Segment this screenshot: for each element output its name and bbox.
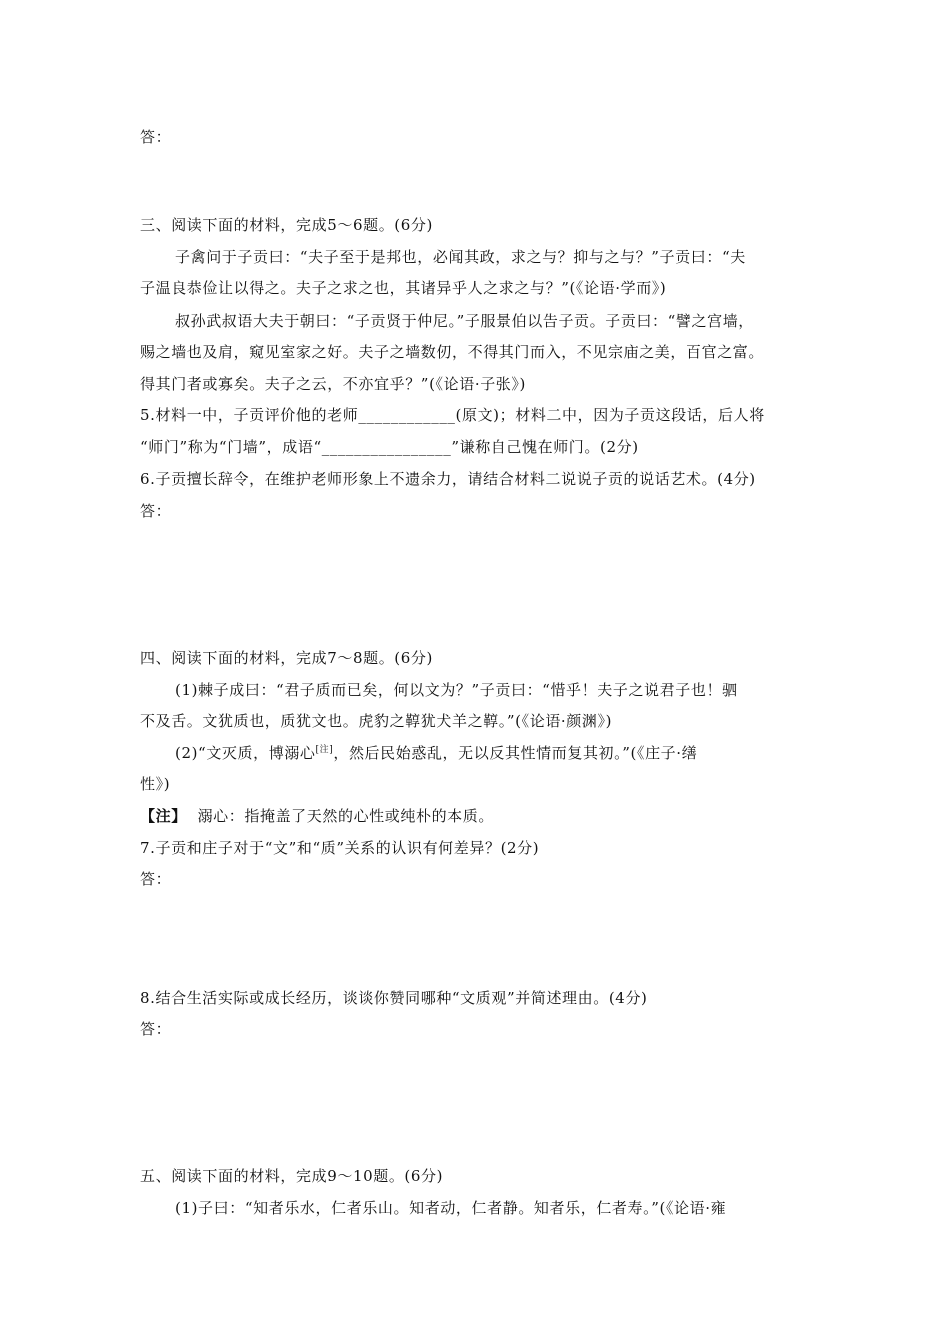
section-4-heading: 四、阅读下面的材料，完成7～8题。(6分) xyxy=(140,649,433,667)
material-1-line-1: 子禽问于子贡曰：“夫子至于是邦也，必闻其政，求之与？抑与之与？”子贡曰：“夫 xyxy=(175,248,746,266)
question-7: 7.子贡和庄子对于“文”和“质”关系的认识有何差异？(2分) xyxy=(140,839,540,857)
footnote-marker: [注] xyxy=(315,745,334,755)
material-4-line-2: 性》) xyxy=(140,775,171,793)
answer-label: 答： xyxy=(140,128,172,146)
question-5-line-1: 5.材料一中，子贡评价他的老师____________(原文)；材料二中，因为子贡这段话，后人将 xyxy=(140,406,765,424)
section-5-heading: 五、阅读下面的材料，完成9～10题。(6分) xyxy=(140,1167,444,1185)
answer-label: 答： xyxy=(140,502,172,520)
answer-label: 答： xyxy=(140,1020,172,1038)
material-3-line-1: (1)棘子成曰：“君子质而已矣，何以文为？”子贡曰：“惜乎！夫子之说君子也！驷 xyxy=(175,681,738,699)
question-6: 6.子贡擅长辞令，在维护老师形象上不遗余力，请结合材料二说说子贡的说话艺术。(4分) xyxy=(140,470,756,488)
footnote-text: 溺心：指掩盖了天然的心性或纯朴的本质。 xyxy=(197,807,494,825)
material-4-text-a: (2)“文灭质，博溺心 xyxy=(175,744,316,762)
material-2-line-3: 得其门者或寡矣。夫子之云，不亦宜乎？”(《论语·子张》) xyxy=(140,375,526,393)
question-8: 8.结合生活实际或成长经历，谈谈你赞同哪种“文质观”并简述理由。(4分) xyxy=(140,989,648,1007)
material-2-line-2: 赐之墙也及肩，窥见室家之好。夫子之墙数仞，不得其门而入，不见宗庙之美，百官之富。 xyxy=(140,343,765,361)
question-5-line-2: “师门”称为“门墙”，成语“________________”谦称自己愧在师门。(2分) xyxy=(140,438,639,456)
footnote xyxy=(140,806,494,826)
answer-label: 答： xyxy=(140,870,172,888)
section-3-heading: 三、阅读下面的材料，完成5～6题。(6分) xyxy=(140,216,433,234)
material-4-text-b: ，然后民始惑乱，无以反其性情而复其初。”(《庄子·缮 xyxy=(333,744,698,762)
material-1-line-2: 子温良恭俭让以得之。夫子之求之也，其诸异乎人之求之与？”(《论语·学而》) xyxy=(140,279,667,297)
material-2-line-1: 叔孙武叔语大夫于朝曰：“子贡贤于仲尼。”子服景伯以告子贡。子贡曰：“譬之宫墙， xyxy=(175,312,754,330)
material-4-line-1 xyxy=(175,743,697,763)
material-5-line-1: (1)子曰：“知者乐水，仁者乐山。知者动，仁者静。知者乐，仁者寿。”(《论语·雍 xyxy=(175,1199,727,1217)
footnote-label: 【注】 xyxy=(140,807,187,825)
material-3-line-2: 不及舌。文犹质也，质犹文也。虎豹之鞟犹犬羊之鞟。”(《论语·颜渊》) xyxy=(140,712,613,730)
